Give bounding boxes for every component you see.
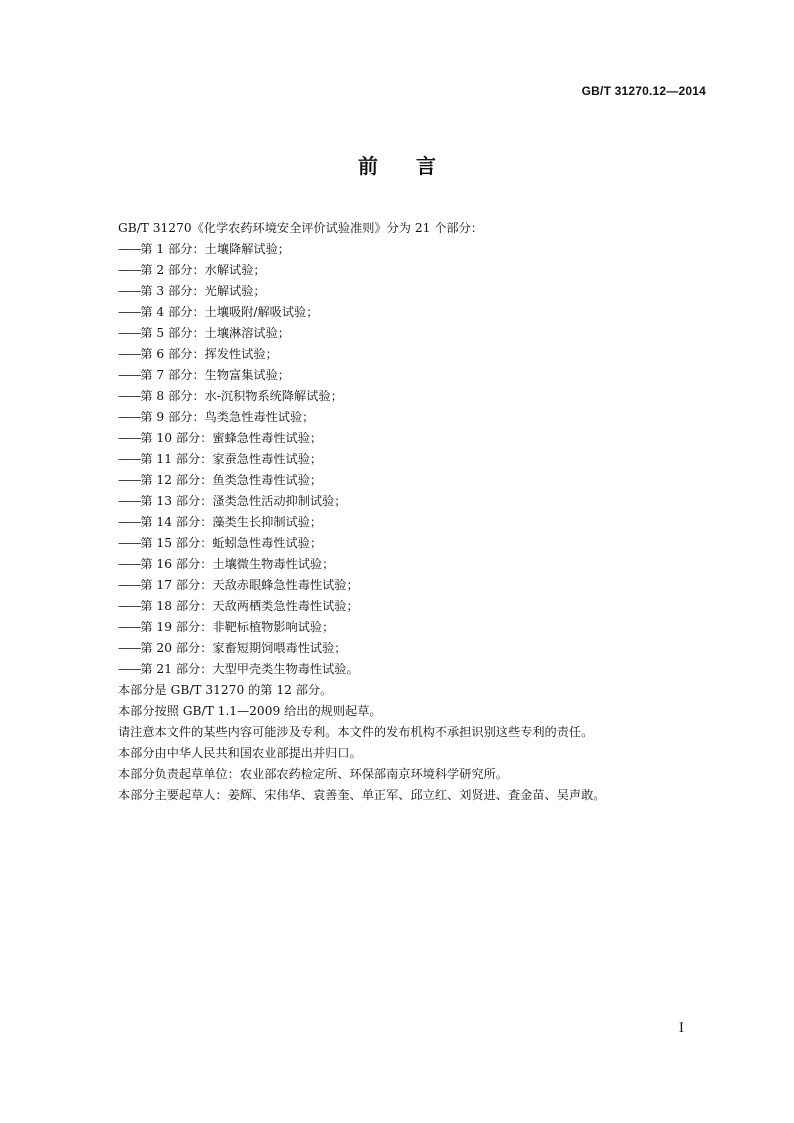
part-item: ——第 16 部分：土壤微生物毒性试验； (118, 557, 335, 571)
part-item: ——第 15 部分：蚯蚓急性毒性试验； (118, 536, 323, 550)
part-item: ——第 18 部分：天敌两栖类急性毒性试验； (118, 599, 359, 613)
part-item: ——第 19 部分：非靶标植物影响试验； (118, 620, 335, 634)
part-item: ——第 3 部分：光解试验； (118, 284, 266, 298)
part-item: ——第 20 部分：家畜短期饲喂毒性试验； (118, 641, 347, 655)
part-item: ——第 21 部分：大型甲壳类生物毒性试验。 (118, 662, 359, 676)
foreword-body (118, 218, 718, 806)
part-item: ——第 13 部分：溞类急性活动抑制试验； (118, 494, 347, 508)
part-item: ——第 9 部分：鸟类急性毒性试验； (118, 410, 315, 424)
part-item: ——第 6 部分：挥发性试验； (118, 347, 278, 361)
part-item: ——第 14 部分：藻类生长抑制试验； (118, 515, 323, 529)
part-item: ——第 5 部分：土壤淋溶试验； (118, 326, 290, 340)
part-item: ——第 12 部分：鱼类急性毒性试验； (118, 473, 323, 487)
part-item: ——第 7 部分：生物富集试验； (118, 368, 290, 382)
part-item: ——第 8 部分：水-沉积物系统降解试验； (118, 389, 343, 403)
page-number: I (678, 1021, 684, 1036)
paragraph: 本部分是 GB/T 31270 的第 12 部分。 (118, 683, 333, 697)
intro-line: GB/T 31270《化学农药环境安全评价试验准则》分为 21 个部分： (118, 221, 483, 235)
part-item: ——第 17 部分：天敌赤眼蜂急性毒性试验； (118, 578, 359, 592)
part-item: ——第 10 部分：蜜蜂急性毒性试验； (118, 431, 323, 445)
parts-list (118, 239, 718, 680)
paragraph: 本部分负责起草单位：农业部农药检定所、环保部南京环境科学研究所。 (118, 767, 508, 781)
part-item: ——第 4 部分：土壤吸附/解吸试验； (118, 305, 319, 319)
paragraph: 本部分由中华人民共和国农业部提出并归口。 (118, 746, 362, 760)
standard-number: GB/T 31270.12—2014 (581, 84, 706, 98)
paragraph: 本部分按照 GB/T 1.1—2009 给出的规则起草。 (118, 704, 382, 718)
part-item: ——第 2 部分：水解试验； (118, 263, 266, 277)
page-title: 前言 (358, 154, 474, 178)
paragraph: 本部分主要起草人：姜辉、宋伟华、袁善奎、单正军、邱立红、刘贤进、査金苗、吴声敢。 (118, 788, 606, 802)
part-item: ——第 11 部分：家蚕急性毒性试验； (118, 452, 323, 466)
part-item: ——第 1 部分：土壤降解试验； (118, 242, 290, 256)
paragraph: 请注意本文件的某些内容可能涉及专利。本文件的发布机构不承担识别这些专利的责任。 (118, 725, 594, 739)
